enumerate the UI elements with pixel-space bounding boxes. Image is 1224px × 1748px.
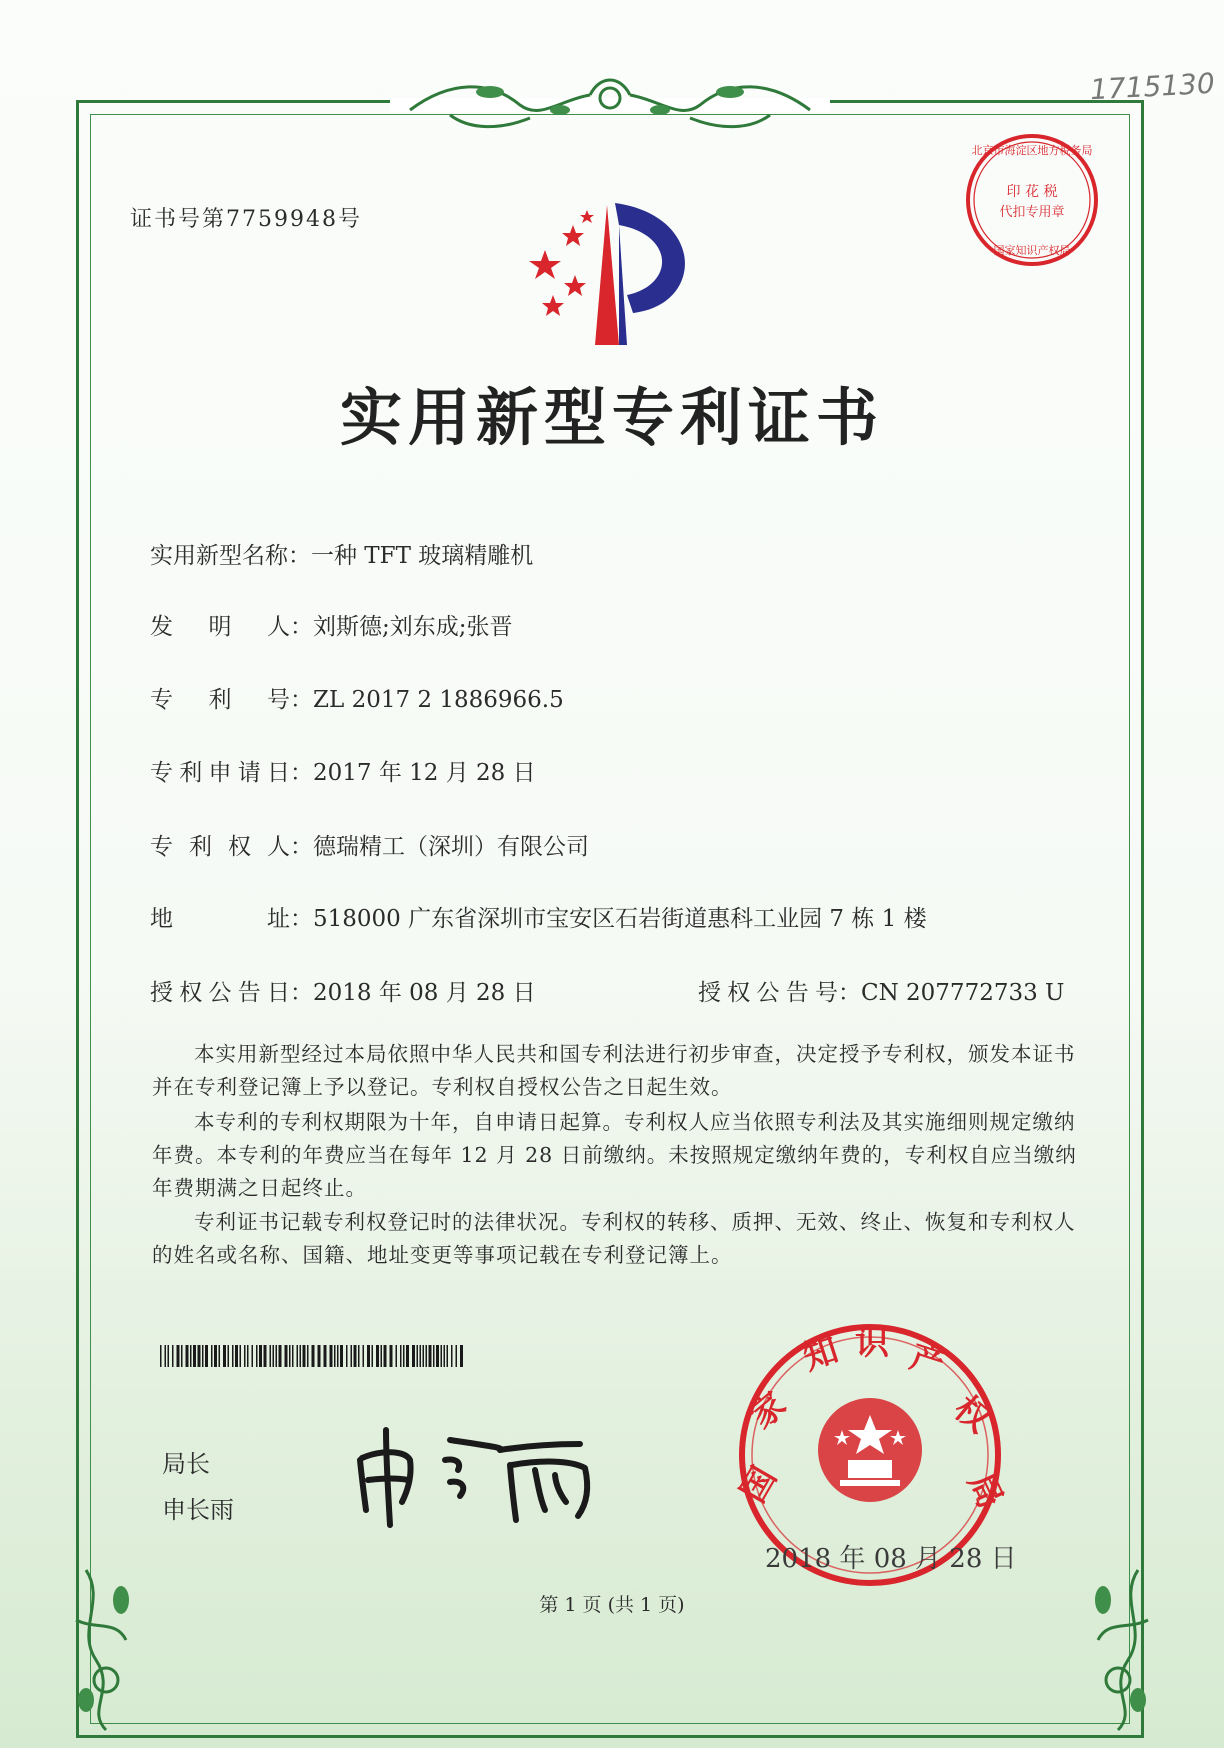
colon: ：: [290, 834, 313, 860]
field-value: 2017 年 12 月 28 日: [313, 760, 536, 786]
field-label: 地址: [150, 906, 290, 932]
barcode-bar: [256, 1345, 258, 1367]
field-grant-number: [698, 974, 1064, 1007]
barcode-bar: [346, 1345, 348, 1367]
barcode-bar: [223, 1345, 226, 1367]
field-inventors: [150, 608, 513, 641]
svg-text:代扣专用章: 代扣专用章: [999, 205, 1065, 220]
barcode-bar: [292, 1345, 294, 1367]
field-label: 专利申请日: [150, 760, 290, 786]
barcode-bar: [177, 1345, 180, 1367]
barcode-bar: [259, 1345, 262, 1367]
certificate-title: 实用新型专利证书: [339, 381, 884, 454]
barcode-bar: [289, 1345, 291, 1367]
barcode-bar: [273, 1345, 275, 1367]
svg-text:产: 产: [905, 1336, 950, 1386]
barcode-bar: [312, 1345, 315, 1367]
barcode-bar: [444, 1345, 446, 1367]
barcode-bar: [186, 1345, 189, 1367]
barcode-bar: [244, 1345, 246, 1367]
field-label: 专利号: [150, 687, 290, 713]
barcode-bar: [381, 1345, 383, 1367]
colon: ：: [290, 906, 313, 932]
barcode-bar: [420, 1345, 422, 1367]
colon: ：: [290, 687, 313, 713]
barcode-bar: [232, 1345, 234, 1367]
barcode-bar: [451, 1345, 453, 1367]
barcode-bar: [367, 1345, 370, 1367]
barcode-bar: [279, 1345, 282, 1367]
svg-text:知: 知: [798, 1330, 844, 1379]
field-label: 发明人: [150, 614, 290, 640]
field-patentee: [150, 828, 589, 861]
barcode-bar: [276, 1345, 278, 1367]
barcode-bar: [300, 1345, 302, 1367]
barcode-bar: [403, 1345, 405, 1367]
barcode-bar: [235, 1345, 238, 1367]
barcode-bar: [372, 1345, 374, 1367]
barcode-bar: [396, 1345, 398, 1367]
svg-text:国: 国: [733, 1460, 785, 1510]
svg-text:北京市海淀区地方税务局: 北京市海淀区地方税务局: [971, 144, 1093, 157]
barcode-bar: [297, 1345, 299, 1367]
field-value: 2018 年 08 月 28 日: [313, 980, 536, 1006]
barcode-bar: [240, 1345, 242, 1367]
barcode-bar: [376, 1345, 379, 1367]
svg-text:家: 家: [742, 1384, 794, 1437]
barcode-bar: [181, 1345, 183, 1367]
barcode-bar: [318, 1345, 321, 1367]
barcode-bar: [270, 1345, 272, 1367]
field-label: 实用新型名称: [150, 543, 288, 569]
colon: ：: [838, 980, 861, 1006]
barcode-bar: [337, 1345, 339, 1367]
field-label: 授权公告号: [698, 980, 838, 1006]
barcode-bar: [358, 1345, 360, 1367]
barcode: [160, 1345, 470, 1367]
handwritten-signature: [350, 1420, 620, 1530]
barcode-bar: [202, 1345, 204, 1367]
signer-name: 申长雨: [162, 1496, 234, 1524]
signer-title: 局长: [162, 1450, 210, 1478]
barcode-bar: [460, 1345, 463, 1367]
paragraph-1: 本实用新型经过本局依照中华人民共和国专利法进行初步审查，决定授予专利权，颁发本证书并在专利登记簿上予以登记。专利权自授权公告之日起生效。: [152, 1042, 1076, 1099]
colon: ：: [290, 980, 313, 1006]
patent-office-logo: [515, 195, 715, 355]
paragraph-2: 本专利的专利权期限为十年，自申请日起算。专利权人应当依照专利法及其实施细则规定缴纳年费。本专利的年费应当在每年 12 月 28 日前缴纳。未按照规定缴纳年费的，专利权自应当缴纳年费期满之日起终止。: [152, 1110, 1077, 1200]
field-value: 德瑞精工（深圳）有限公司: [313, 834, 589, 860]
barcode-bar: [423, 1345, 425, 1367]
svg-text:国家知识产权局: 国家知识产权局: [993, 244, 1071, 257]
barcode-bar: [351, 1345, 353, 1367]
colon: ：: [288, 543, 311, 569]
field-value: 一种 TFT 玻璃精雕机: [311, 543, 534, 569]
barcode-bar: [363, 1345, 365, 1367]
barcode-bar: [456, 1345, 458, 1367]
barcode-bar: [417, 1345, 419, 1367]
barcode-bar: [160, 1345, 162, 1367]
barcode-bar: [441, 1345, 443, 1367]
field-application-date: [150, 754, 536, 787]
barcode-bar: [264, 1345, 267, 1367]
bottom-left-ornament: [66, 1560, 156, 1740]
colon: ：: [290, 760, 313, 786]
barcode-bar: [412, 1345, 415, 1367]
barcode-bar: [252, 1345, 254, 1367]
field-address: [150, 900, 927, 933]
barcode-bar: [324, 1345, 327, 1367]
barcode-bar: [334, 1345, 336, 1367]
field-label: 授权公告日: [150, 980, 290, 1006]
svg-text:权: 权: [946, 1388, 998, 1441]
issue-date: 2018 年 08 月 28 日: [765, 1544, 1017, 1574]
svg-text:识: 识: [855, 1323, 889, 1363]
barcode-bar: [219, 1345, 221, 1367]
handwritten-note: 1715130: [1089, 66, 1216, 107]
barcode-bar: [340, 1345, 343, 1367]
barcode-bar: [211, 1345, 213, 1367]
field-value: CN 207772733 U: [861, 980, 1065, 1006]
barcode-bar: [406, 1345, 409, 1367]
field-patent-number: [150, 681, 564, 714]
top-ornament: [390, 70, 830, 140]
barcode-bar: [198, 1345, 201, 1367]
field-utility-model-name: [150, 537, 533, 570]
bottom-right-ornament: [1068, 1560, 1158, 1740]
barcode-bar: [354, 1345, 357, 1367]
barcode-bar: [384, 1345, 387, 1367]
certificate-number: 证书号第7759948号: [130, 207, 362, 232]
barcode-bar: [433, 1345, 435, 1367]
barcode-bar: [330, 1345, 333, 1367]
field-value: 刘斯德;刘东成;张晋: [313, 614, 513, 640]
barcode-bar: [168, 1345, 170, 1367]
tax-stamp-seal: [962, 130, 1102, 270]
field-grant-date: [150, 974, 536, 1007]
barcode-bar: [307, 1345, 309, 1367]
barcode-bar: [426, 1345, 428, 1367]
barcode-bar: [190, 1345, 192, 1367]
barcode-bar: [228, 1345, 230, 1367]
svg-text:局: 局: [959, 1466, 1010, 1515]
barcode-bar: [172, 1345, 174, 1367]
barcode-bar: [247, 1345, 249, 1367]
barcode-bar: [436, 1345, 439, 1367]
field-value: 518000 广东省深圳市宝安区石岩街道惠科工业园 7 栋 1 楼: [313, 906, 927, 932]
barcode-bar: [165, 1345, 167, 1367]
barcode-bar: [193, 1345, 196, 1367]
barcode-bar: [303, 1345, 306, 1367]
barcode-bar: [400, 1345, 402, 1367]
barcode-bar: [205, 1345, 208, 1367]
barcode-bar: [390, 1345, 393, 1367]
page-number: 第 1 页 (共 1 页): [539, 1594, 685, 1616]
svg-text:印 花 税: 印 花 税: [1006, 184, 1058, 200]
field-value: ZL 2017 2 1886966.5: [313, 687, 564, 713]
barcode-bar: [285, 1345, 288, 1367]
paragraph-3: 专利证书记载专利权登记时的法律状况。专利权的转移、质押、无效、终止、恢复和专利权人的姓名或名称、国籍、地址变更等事项记载在专利登记簿上。: [152, 1210, 1076, 1267]
barcode-bar: [447, 1345, 449, 1367]
barcode-bar: [214, 1345, 217, 1367]
field-label: 专利权人: [150, 834, 290, 860]
colon: ：: [290, 614, 313, 640]
barcode-bar: [429, 1345, 432, 1367]
